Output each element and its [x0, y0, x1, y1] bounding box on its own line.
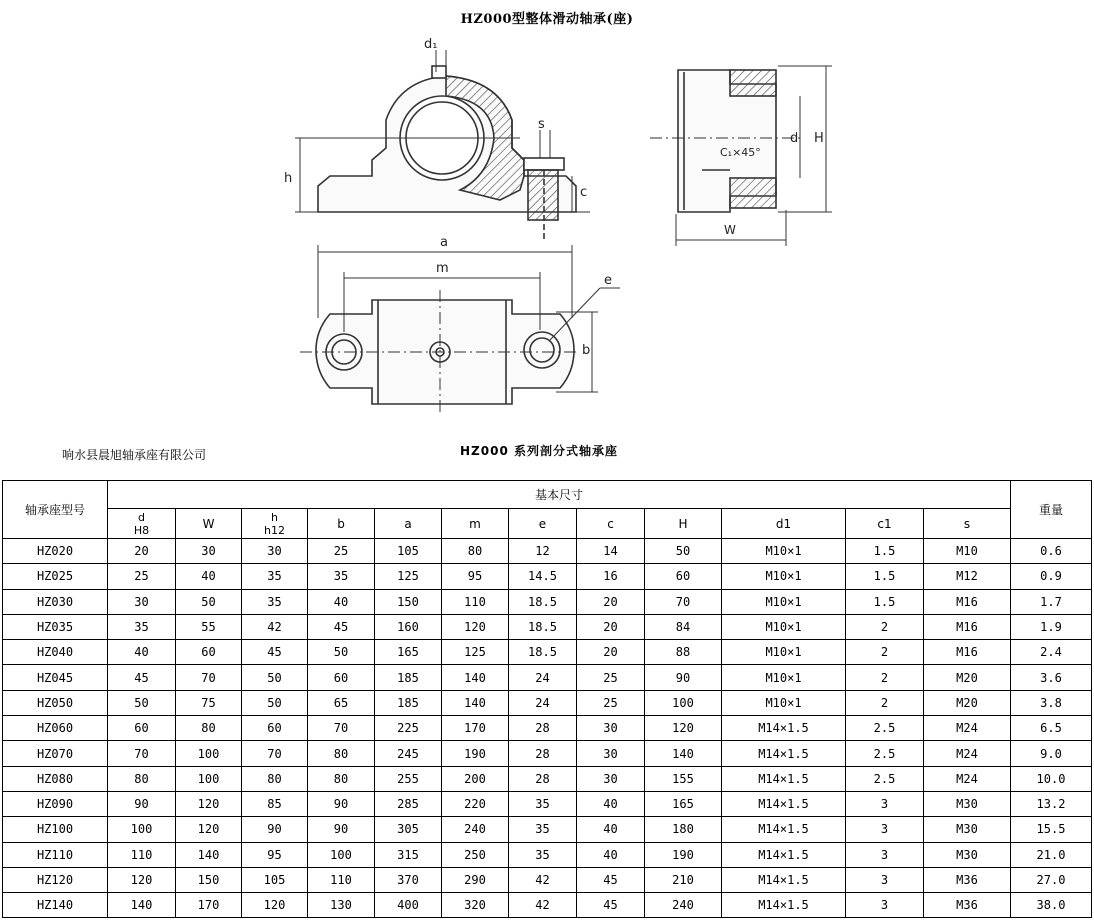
table-cell: 30	[242, 539, 308, 564]
table-cell: 150	[176, 867, 242, 892]
table-cell: 2	[846, 690, 924, 715]
table-cell: 50	[108, 690, 176, 715]
table-row	[3, 867, 1092, 892]
table-cell: 85	[242, 791, 308, 816]
table-cell: 14	[577, 539, 645, 564]
table-cell: 25	[308, 539, 375, 564]
table-cell: 140	[108, 893, 176, 918]
table-cell: 2.4	[1011, 640, 1092, 665]
column-header: m	[442, 509, 509, 539]
table-cell: 9.0	[1011, 741, 1092, 766]
table-cell: 28	[509, 766, 577, 791]
table-cell: 25	[577, 690, 645, 715]
table-cell: 21.0	[1011, 842, 1092, 867]
table-cell: 35	[509, 791, 577, 816]
table-cell: 1.5	[846, 539, 924, 564]
table-cell: 60	[108, 716, 176, 741]
table-cell: 100	[645, 690, 722, 715]
table-cell: M24	[924, 716, 1011, 741]
table-cell: M36	[924, 893, 1011, 918]
table-cell: M30	[924, 791, 1011, 816]
table-cell: 20	[108, 539, 176, 564]
model-cell: HZ140	[3, 893, 108, 918]
table-cell: 40	[577, 791, 645, 816]
table-cell: 290	[442, 867, 509, 892]
table-cell: 16	[577, 564, 645, 589]
table-cell: 18.5	[509, 640, 577, 665]
table-cell: 30	[577, 766, 645, 791]
table-cell: 20	[577, 640, 645, 665]
table-cell: 14.5	[509, 564, 577, 589]
table-cell: 1.7	[1011, 589, 1092, 614]
table-cell: 88	[645, 640, 722, 665]
header-weight: 重量	[1011, 481, 1092, 539]
model-cell: HZ090	[3, 791, 108, 816]
model-cell: HZ025	[3, 564, 108, 589]
table-row	[3, 766, 1092, 791]
table-cell: M10	[924, 539, 1011, 564]
table-cell: M10×1	[722, 539, 846, 564]
table-cell: 35	[509, 842, 577, 867]
table-cell: 90	[242, 817, 308, 842]
table-cell: 3.6	[1011, 665, 1092, 690]
table-cell: M20	[924, 665, 1011, 690]
table-cell: 90	[308, 791, 375, 816]
table-cell: 3	[846, 817, 924, 842]
label-c: c	[580, 185, 588, 200]
model-cell: HZ080	[3, 766, 108, 791]
column-header: c	[577, 509, 645, 539]
table-cell: 25	[108, 564, 176, 589]
table-cell: 140	[442, 690, 509, 715]
table-cell: 125	[375, 564, 442, 589]
table-row	[3, 893, 1092, 918]
table-cell: M10×1	[722, 665, 846, 690]
table-cell: 24	[509, 690, 577, 715]
table-cell: 35	[242, 564, 308, 589]
table-cell: 40	[577, 842, 645, 867]
table-cell: 84	[645, 614, 722, 639]
table-cell: 0.6	[1011, 539, 1092, 564]
table-cell: M10×1	[722, 690, 846, 715]
table-cell: 2.5	[846, 741, 924, 766]
table-cell: M10×1	[722, 589, 846, 614]
table-cell: 30	[577, 716, 645, 741]
table-cell: 140	[176, 842, 242, 867]
table-cell: 370	[375, 867, 442, 892]
table-cell: M14×1.5	[722, 791, 846, 816]
table-cell: 60	[176, 640, 242, 665]
table-cell: 400	[375, 893, 442, 918]
model-cell: HZ060	[3, 716, 108, 741]
table-cell: 60	[308, 665, 375, 690]
table-cell: 150	[375, 589, 442, 614]
table-cell: 80	[308, 766, 375, 791]
table-cell: 245	[375, 741, 442, 766]
table-cell: 80	[442, 539, 509, 564]
table-cell: 255	[375, 766, 442, 791]
table-cell: 100	[176, 741, 242, 766]
table-cell: 24	[509, 665, 577, 690]
header-basic-dimensions: 基本尺寸	[108, 481, 1011, 509]
column-header	[242, 509, 308, 539]
table-cell: 70	[108, 741, 176, 766]
table-row	[3, 842, 1092, 867]
table-cell: 250	[442, 842, 509, 867]
table-cell: 50	[242, 690, 308, 715]
table-cell: 42	[509, 893, 577, 918]
column-header	[108, 509, 176, 539]
table-cell: M14×1.5	[722, 893, 846, 918]
table-cell: 100	[176, 766, 242, 791]
table-cell: 3	[846, 867, 924, 892]
drawing-title: HZ000型整体滑动轴承(座)	[460, 12, 634, 27]
table-cell: 2	[846, 640, 924, 665]
table-cell: M10×1	[722, 564, 846, 589]
table-cell: 45	[242, 640, 308, 665]
table-cell: M30	[924, 817, 1011, 842]
table-cell: 140	[442, 665, 509, 690]
table-cell: 45	[577, 867, 645, 892]
table-cell: 35	[242, 589, 308, 614]
table-cell: 45	[308, 614, 375, 639]
table-cell: 1.5	[846, 589, 924, 614]
table-cell: M20	[924, 690, 1011, 715]
column-header: d1	[722, 509, 846, 539]
model-cell: HZ030	[3, 589, 108, 614]
column-header: b	[308, 509, 375, 539]
table-cell: M16	[924, 614, 1011, 639]
table-cell: 110	[108, 842, 176, 867]
table-row	[3, 665, 1092, 690]
table-cell: 90	[308, 817, 375, 842]
table-cell: M16	[924, 640, 1011, 665]
table-cell: M14×1.5	[722, 741, 846, 766]
column-header: s	[924, 509, 1011, 539]
table-row	[3, 817, 1092, 842]
table-cell: 27.0	[1011, 867, 1092, 892]
table-cell: 20	[577, 589, 645, 614]
table-cell: 45	[577, 893, 645, 918]
label-h: h	[284, 171, 293, 186]
model-cell: HZ050	[3, 690, 108, 715]
table-cell: M14×1.5	[722, 766, 846, 791]
table-cell: 110	[308, 867, 375, 892]
table-cell: M16	[924, 589, 1011, 614]
model-cell: HZ035	[3, 614, 108, 639]
table-cell: 105	[375, 539, 442, 564]
table-cell: 80	[108, 766, 176, 791]
label-m: m	[436, 261, 449, 276]
table-cell: 75	[176, 690, 242, 715]
table-cell: 35	[308, 564, 375, 589]
table-cell: 12	[509, 539, 577, 564]
table-cell: 165	[645, 791, 722, 816]
table-cell: M10×1	[722, 614, 846, 639]
table-cell: M14×1.5	[722, 867, 846, 892]
column-header-symbol: h	[271, 510, 278, 524]
label-d1: d₁	[424, 37, 438, 52]
table-cell: 185	[375, 665, 442, 690]
label-H: H	[814, 131, 824, 146]
table-cell: 180	[645, 817, 722, 842]
table-cell: 55	[176, 614, 242, 639]
table-cell: 70	[645, 589, 722, 614]
column-header-symbol: d	[138, 510, 145, 524]
table-row	[3, 716, 1092, 741]
table-cell: 2.5	[846, 766, 924, 791]
table-cell: 50	[308, 640, 375, 665]
company-name: 响水县晨旭轴承座有限公司	[62, 448, 207, 462]
table-cell: 140	[645, 741, 722, 766]
model-cell: HZ020	[3, 539, 108, 564]
table-cell: 45	[108, 665, 176, 690]
table-cell: M30	[924, 842, 1011, 867]
table-cell: 10.0	[1011, 766, 1092, 791]
model-cell: HZ040	[3, 640, 108, 665]
table-cell: 240	[645, 893, 722, 918]
table-cell: 130	[308, 893, 375, 918]
label-W: W	[724, 223, 736, 237]
table-cell: 165	[375, 640, 442, 665]
table-cell: 40	[308, 589, 375, 614]
table-cell: 3.8	[1011, 690, 1092, 715]
table-cell: 18.5	[509, 589, 577, 614]
table-cell: 30	[108, 589, 176, 614]
table-cell: 3	[846, 893, 924, 918]
table-cell: 18.5	[509, 614, 577, 639]
table-row	[3, 791, 1092, 816]
table-row	[3, 614, 1092, 639]
label-a: a	[440, 235, 448, 250]
label-chamfer: C₁×45°	[720, 146, 761, 159]
table-cell: 30	[176, 539, 242, 564]
table-cell: 80	[308, 741, 375, 766]
table-cell: 120	[108, 867, 176, 892]
model-cell: HZ100	[3, 817, 108, 842]
table-cell: 35	[509, 817, 577, 842]
table-cell: 285	[375, 791, 442, 816]
table-cell: 28	[509, 716, 577, 741]
table-cell: 190	[442, 741, 509, 766]
table-cell: M14×1.5	[722, 842, 846, 867]
table-cell: M14×1.5	[722, 716, 846, 741]
table-cell: 0.9	[1011, 564, 1092, 589]
label-b: b	[582, 343, 591, 358]
table-cell: 28	[509, 741, 577, 766]
table-cell: 125	[442, 640, 509, 665]
table-cell: 1.5	[846, 564, 924, 589]
table-cell: 6.5	[1011, 716, 1092, 741]
table-cell: 200	[442, 766, 509, 791]
column-header: W	[176, 509, 242, 539]
table-cell: 90	[108, 791, 176, 816]
table-cell: 50	[645, 539, 722, 564]
table-cell: 100	[108, 817, 176, 842]
table-cell: 80	[242, 766, 308, 791]
table-cell: 1.9	[1011, 614, 1092, 639]
table-cell: 160	[375, 614, 442, 639]
table-cell: 70	[308, 716, 375, 741]
label-s: s	[538, 117, 545, 132]
table-cell: 155	[645, 766, 722, 791]
technical-drawing	[0, 0, 1094, 440]
table-cell: 50	[176, 589, 242, 614]
model-cell: HZ110	[3, 842, 108, 867]
table-cell: 60	[242, 716, 308, 741]
table-cell: 13.2	[1011, 791, 1092, 816]
table-cell: 320	[442, 893, 509, 918]
table-cell: 120	[645, 716, 722, 741]
table-cell: 3	[846, 791, 924, 816]
table-cell: 2	[846, 665, 924, 690]
table-cell: 305	[375, 817, 442, 842]
table-cell: 240	[442, 817, 509, 842]
table-cell: 120	[442, 614, 509, 639]
column-header: H	[645, 509, 722, 539]
table-cell: 70	[242, 741, 308, 766]
label-d: d	[790, 131, 799, 146]
table-cell: 42	[509, 867, 577, 892]
table-cell: 80	[176, 716, 242, 741]
column-header-tolerance: h12	[264, 523, 285, 537]
column-header-tolerance: H8	[133, 523, 150, 537]
table-cell: 40	[176, 564, 242, 589]
table-row	[3, 539, 1092, 564]
table-cell: 60	[645, 564, 722, 589]
table-cell: 185	[375, 690, 442, 715]
table-cell: M14×1.5	[722, 817, 846, 842]
table-cell: 40	[108, 640, 176, 665]
table-cell: 190	[645, 842, 722, 867]
table-row	[3, 690, 1092, 715]
column-header: e	[509, 509, 577, 539]
table-cell: 225	[375, 716, 442, 741]
table-cell: 42	[242, 614, 308, 639]
table-cell: 110	[442, 589, 509, 614]
table-cell: M10×1	[722, 640, 846, 665]
table-cell: 25	[577, 665, 645, 690]
table-title: HZ000 系列剖分式轴承座	[460, 444, 618, 458]
side-view	[678, 70, 776, 212]
table-cell: 15.5	[1011, 817, 1092, 842]
table-cell: 95	[442, 564, 509, 589]
table-row	[3, 741, 1092, 766]
model-cell: HZ045	[3, 665, 108, 690]
table-cell: 20	[577, 614, 645, 639]
table-cell: 70	[176, 665, 242, 690]
table-cell: 120	[176, 791, 242, 816]
table-cell: 100	[308, 842, 375, 867]
table-row	[3, 564, 1092, 589]
front-view	[318, 66, 576, 240]
table-cell: 3	[846, 842, 924, 867]
table-cell: 50	[242, 665, 308, 690]
table-cell: 40	[577, 817, 645, 842]
table-cell: 105	[242, 867, 308, 892]
table-cell: 90	[645, 665, 722, 690]
table-cell: 170	[176, 893, 242, 918]
column-header: c1	[846, 509, 924, 539]
table-cell: 120	[242, 893, 308, 918]
table-cell: M24	[924, 766, 1011, 791]
table-cell: M36	[924, 867, 1011, 892]
column-header: a	[375, 509, 442, 539]
table-cell: 2	[846, 614, 924, 639]
table-cell: 220	[442, 791, 509, 816]
table-cell: 30	[577, 741, 645, 766]
table-cell: 95	[242, 842, 308, 867]
table-cell: 315	[375, 842, 442, 867]
table-cell: M12	[924, 564, 1011, 589]
table-cell: M24	[924, 741, 1011, 766]
model-cell: HZ070	[3, 741, 108, 766]
label-e: e	[604, 273, 612, 288]
model-cell: HZ120	[3, 867, 108, 892]
table-cell: 38.0	[1011, 893, 1092, 918]
table-cell: 2.5	[846, 716, 924, 741]
table-row	[3, 640, 1092, 665]
table-cell: 210	[645, 867, 722, 892]
header-model: 轴承座型号	[3, 481, 108, 539]
table-cell: 35	[108, 614, 176, 639]
table-cell: 170	[442, 716, 509, 741]
table-cell: 65	[308, 690, 375, 715]
table-cell: 120	[176, 817, 242, 842]
spec-table	[2, 480, 1092, 918]
table-row	[3, 589, 1092, 614]
